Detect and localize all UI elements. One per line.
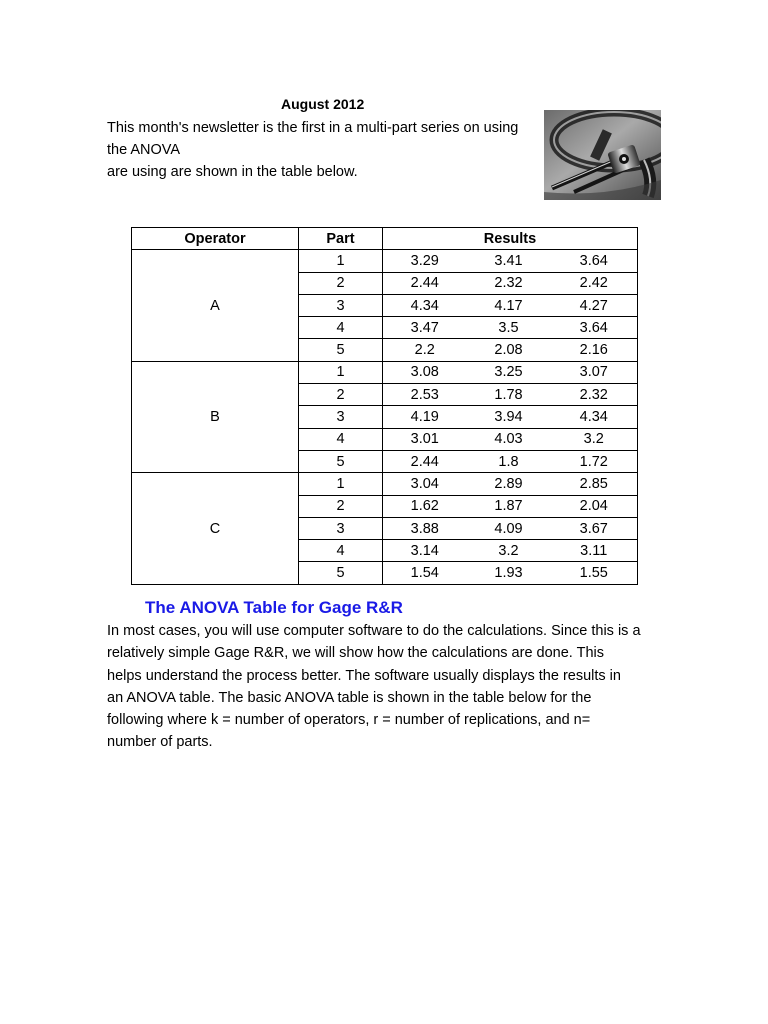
result-cell: 3.25 [467,361,551,383]
result-cell: 2.08 [467,339,551,361]
result-cell: 3.07 [551,361,638,383]
result-cell: 4.03 [467,428,551,450]
part-cell: 1 [299,473,383,495]
result-cell: 1.8 [467,450,551,472]
result-cell: 2.89 [467,473,551,495]
result-cell: 2.44 [383,272,467,294]
result-cell: 3.88 [383,517,467,539]
result-cell: 3.94 [467,406,551,428]
part-cell: 4 [299,317,383,339]
result-cell: 3.2 [551,428,638,450]
part-cell: 4 [299,540,383,562]
section-title: The ANOVA Table for Gage R&R [145,598,403,617]
intro-line: the ANOVA [107,142,181,158]
part-cell: 5 [299,450,383,472]
intro-paragraph [107,117,547,183]
result-cell: 3.04 [383,473,467,495]
result-cell: 3.01 [383,428,467,450]
table-row [132,473,638,495]
result-cell: 1.62 [383,495,467,517]
body-line: relatively simple Gage R&R, we will show how the calculations are done. This [107,645,604,662]
body-line: an ANOVA table. The basic ANOVA table is shown in the table below for the [107,689,592,706]
result-cell: 1.78 [467,384,551,406]
result-cell: 3.11 [551,540,638,562]
operator-cell: C [132,473,299,584]
result-cell: 1.54 [383,562,467,584]
intro-line: are using are shown in the table below. [107,164,358,180]
operator-header: Operator [132,228,299,250]
result-cell: 2.85 [551,473,638,495]
result-cell: 2.2 [383,339,467,361]
result-cell: 2.16 [551,339,638,361]
part-cell: 3 [299,406,383,428]
body-line: number of parts. [107,734,213,751]
body-line: helps understand the process better. The software usually displays the results in [107,667,621,684]
body-line: In most cases, you will use computer software to do the calculations. Since this is a [107,623,641,639]
result-cell: 1.93 [467,562,551,584]
operator-cell: A [132,250,299,361]
result-cell: 3.41 [467,250,551,272]
part-header: Part [299,228,383,250]
part-cell: 4 [299,428,383,450]
gage-caliper-photo [544,110,661,200]
part-cell: 5 [299,562,383,584]
result-cell: 4.17 [467,294,551,316]
result-cell: 3.5 [467,317,551,339]
results-table [131,227,638,585]
result-cell: 3.14 [383,540,467,562]
table-row [132,361,638,383]
result-cell: 3.64 [551,317,638,339]
part-cell: 2 [299,495,383,517]
intro-line: This month's newsletter is the first in a multi-part series on using [107,120,519,136]
result-cell: 3.08 [383,361,467,383]
part-cell: 1 [299,250,383,272]
part-cell: 1 [299,361,383,383]
result-cell: 2.32 [467,272,551,294]
results-header: Results [383,228,638,250]
result-cell: 1.72 [551,450,638,472]
result-cell: 1.87 [467,495,551,517]
result-cell: 4.27 [551,294,638,316]
result-cell: 4.34 [383,294,467,316]
body-line: following where k = number of operators, r = number of replications, and n= [107,712,591,729]
result-cell: 2.42 [551,272,638,294]
part-cell: 2 [299,272,383,294]
result-cell: 3.67 [551,517,638,539]
result-cell: 3.64 [551,250,638,272]
result-cell: 2.53 [383,384,467,406]
result-cell: 3.2 [467,540,551,562]
table-row [132,250,638,272]
result-cell: 3.29 [383,250,467,272]
part-cell: 5 [299,339,383,361]
result-cell: 2.32 [551,384,638,406]
section-body [107,620,677,754]
result-cell: 2.44 [383,450,467,472]
part-cell: 3 [299,517,383,539]
part-cell: 3 [299,294,383,316]
result-cell: 3.47 [383,317,467,339]
result-cell: 4.09 [467,517,551,539]
result-cell: 2.04 [551,495,638,517]
result-cell: 4.19 [383,406,467,428]
table-header-row [132,228,638,250]
operator-cell: B [132,361,299,472]
result-cell: 1.55 [551,562,638,584]
newsletter-date: August 2012 [281,96,365,112]
result-cell: 4.34 [551,406,638,428]
part-cell: 2 [299,384,383,406]
